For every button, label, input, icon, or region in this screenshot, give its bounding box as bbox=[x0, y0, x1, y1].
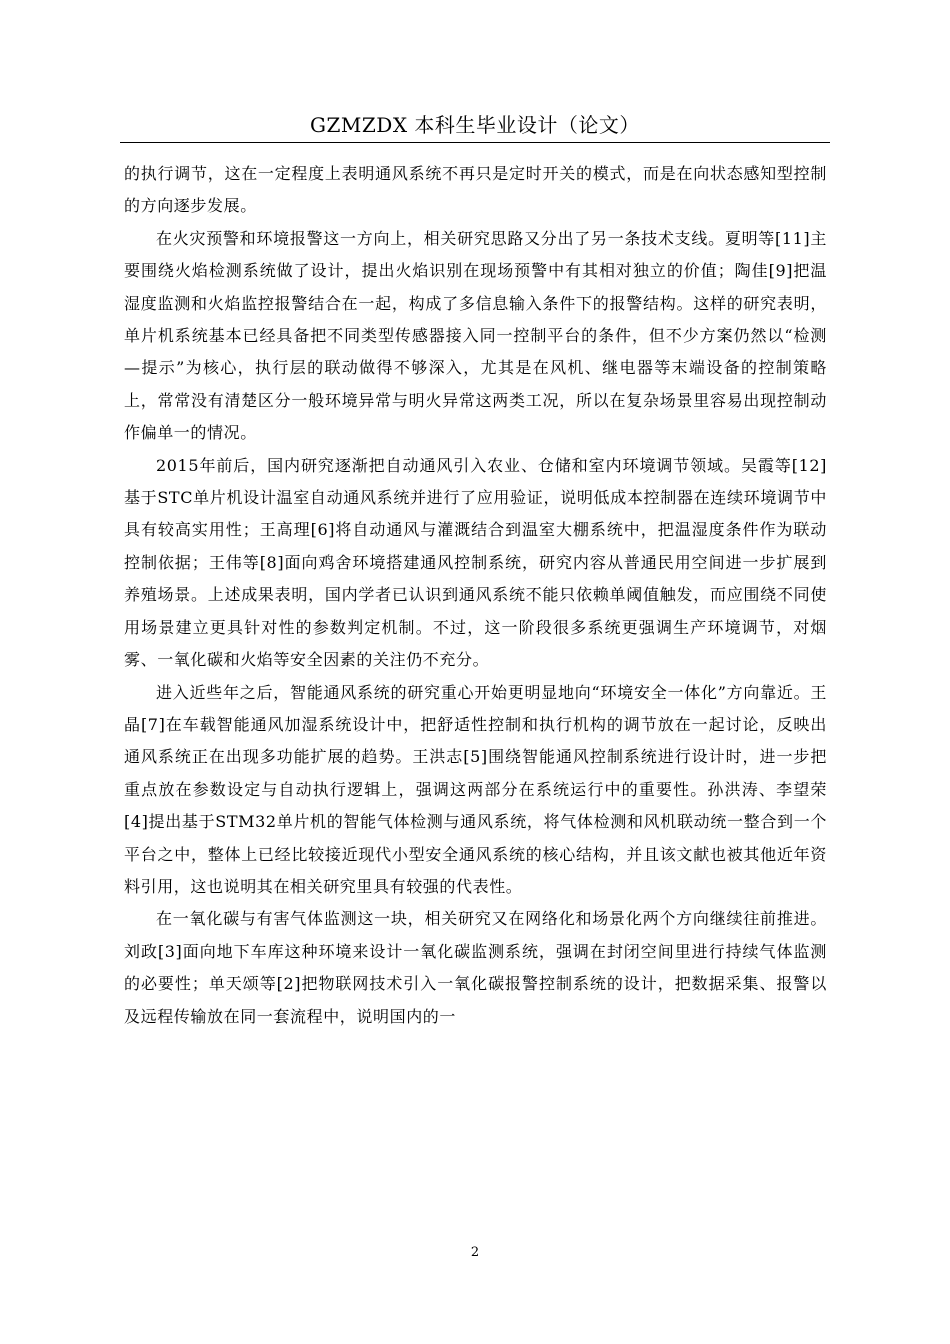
paragraph-auto-ventilation-2015: 2015年前后，国内研究逐渐把自动通风引入农业、仓储和室内环境调节领域。吴霞等[12]基于STC单片机设计温室自动通风系统并进行了应用验证，说明低成本控制器在连续环境调节中具有较高实用性；王高理[6]将自动通风与灌溉结合到温室大棚系统中，把温湿度条件作为联动控制依据；王伟等[8]面向鸡舍环境搭建通风控制系统，研究内容从普通民用空间进一步扩展到养殖场景。上述成果表明，国内学者已认识到通风系统不能只依赖单阈值触发，而应围绕不同使用场景建立更具针对性的参数判定机制。不过，这一阶段很多系统更强调生产环境调节，对烟雾、一氧化碳和火焰等安全因素的关注仍不充分。 bbox=[124, 455, 827, 670]
paragraph-co-monitoring: 在一氧化碳与有害气体监测这一块，相关研究又在网络化和场景化两个方向继续往前推进。刘政[3]面向地下车库这种环境来设计一氧化碳监测系统，强调在封闭空间里进行持续气体监测的必要性；单天颂等[2]把物联网技术引入一氧化碳报警控制系统的设计，把数据采集、报警以及远程传输放在同一套流程中，说明国内的一 bbox=[124, 909, 827, 1026]
paragraph-continuation: 的执行调节，这在一定程度上表明通风系统不再只是定时开关的模式，而是在向状态感知型控制的方向逐步发展。 bbox=[124, 164, 827, 216]
paragraph-fire-warning: 在火灾预警和环境报警这一方向上，相关研究思路又分出了另一条技术支线。夏明等[11]主要围绕火焰检测系统做了设计，提出火焰识别在现场预警中有其相对独立的价值；陶佳[9]把温湿度监测和火焰监控报警结合在一起，构成了多信息输入条件下的报警结构。这样的研究表明，单片机系统基本已经具备把不同类型传感器接入同一控制平台的条件，但不少方案仍然以“检测—提示”为核心，执行层的联动做得不够深入，尤其是在风机、继电器等末端设备的控制策略上，常常没有清楚区分一般环境异常与明火异常这两类工况，所以在复杂场景里容易出现控制动作偏单一的情况。 bbox=[124, 228, 827, 443]
page-number: 2 bbox=[470, 1245, 480, 1260]
paragraph-recent-research: 进入近些年之后，智能通风系统的研究重心开始更明显地向“环境安全一体化”方向靠近。王晶[7]在车载智能通风加湿系统设计中，把舒适性控制和执行机构的调节放在一起讨论，反映出通风系统正在出现多功能扩展的趋势。王洪志[5]围绕智能通风控制系统进行设计时，进一步把重点放在参数设定与自动执行逻辑上，强调这两部分在系统运行中的重要性。孙洪涛、李望荣[4]提出基于STM32单片机的智能气体检测与通风系统，将气体检测和风机联动统一整合到一个平台之中，整体上已经比较接近现代小型安全通风系统的核心结构，并且该文献也被其他近年资料引用，这也说明其在相关研究里具有较强的代表性。 bbox=[124, 682, 827, 896]
body-text bbox=[124, 158, 827, 1033]
page-header-title: GZMZDX 本科生毕业设计（论文） bbox=[310, 113, 640, 137]
header-divider bbox=[120, 142, 830, 143]
